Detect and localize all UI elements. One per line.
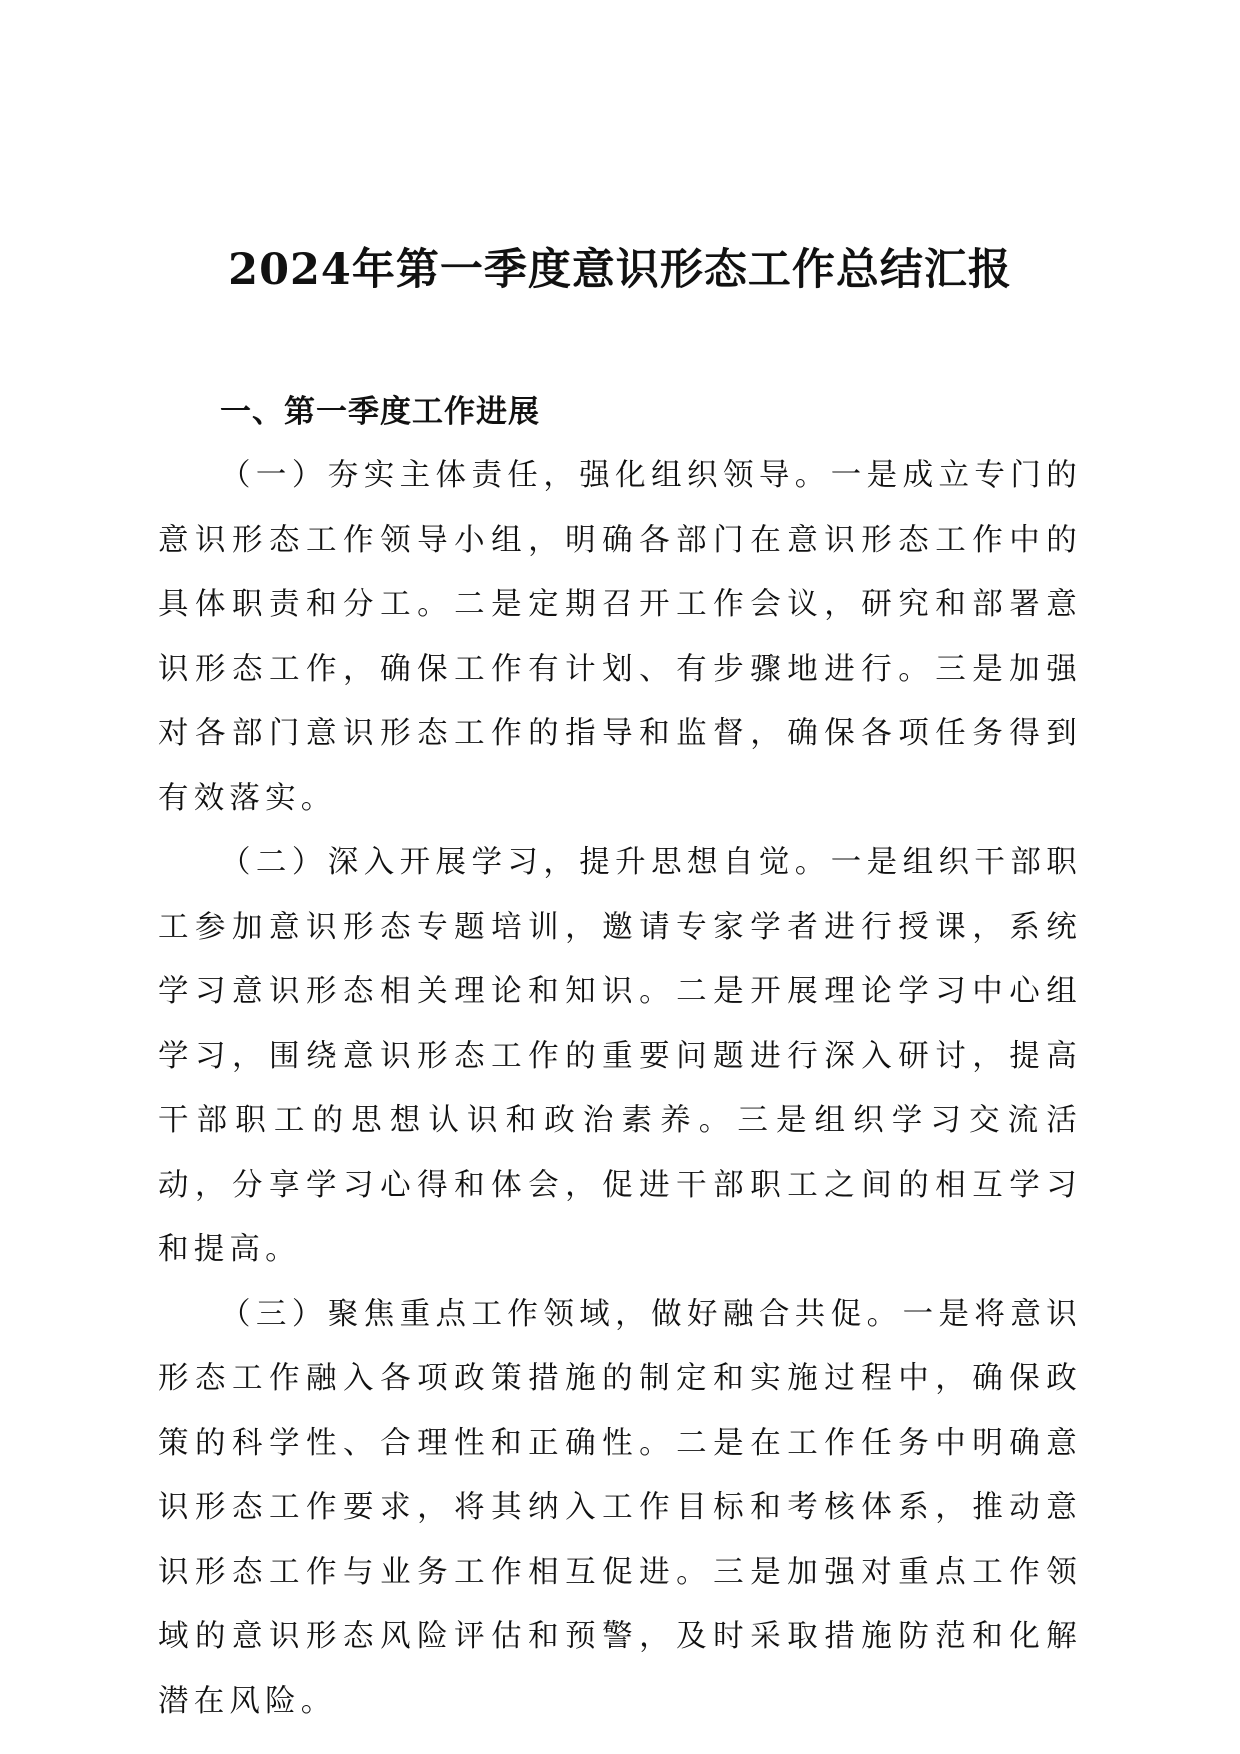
- paragraph-2: （二）深入开展学习，提升思想自觉。一是组织干部职工参加意识形态专题培训，邀请专家学者进行授课，系统学习意识形态相关理论和知识。二是开展理论学习中心组学习，围绕意识形态工作的重要问题进行深入研讨，提高干部职工的思想认识和政治素养。三是组织学习交流活动，分享学习心得和体会，促进干部职工之间的相互学习和提高。: [158, 845, 1082, 1267]
- document-title: 2024年第一季度意识形态工作总结汇报: [228, 245, 1012, 295]
- paragraph-1: （一）夯实主体责任，强化组织领导。一是成立专门的意识形态工作领导小组，明确各部门在意识形态工作中的具体职责和分工。二是定期召开工作会议，研究和部署意识形态工作，确保工作有计划、有步骤地进行。三是加强对各部门意识形态工作的指导和监督，确保各项任务得到有效落实。: [158, 458, 1082, 816]
- document-body: [158, 380, 1082, 1734]
- section-heading: 一、第一季度工作进展: [220, 394, 540, 430]
- paragraph-3: （三）聚焦重点工作领域，做好融合共促。一是将意识形态工作融入各项政策措施的制定和实施过程中，确保政策的科学性、合理性和正确性。二是在工作任务中明确意识形态工作要求，将其纳入工作目标和考核体系，推动意识形态工作与业务工作相互促进。三是加强对重点工作领域的意识形态风险评估和预警，及时采取措施防范和化解潜在风险。: [158, 1296, 1082, 1719]
